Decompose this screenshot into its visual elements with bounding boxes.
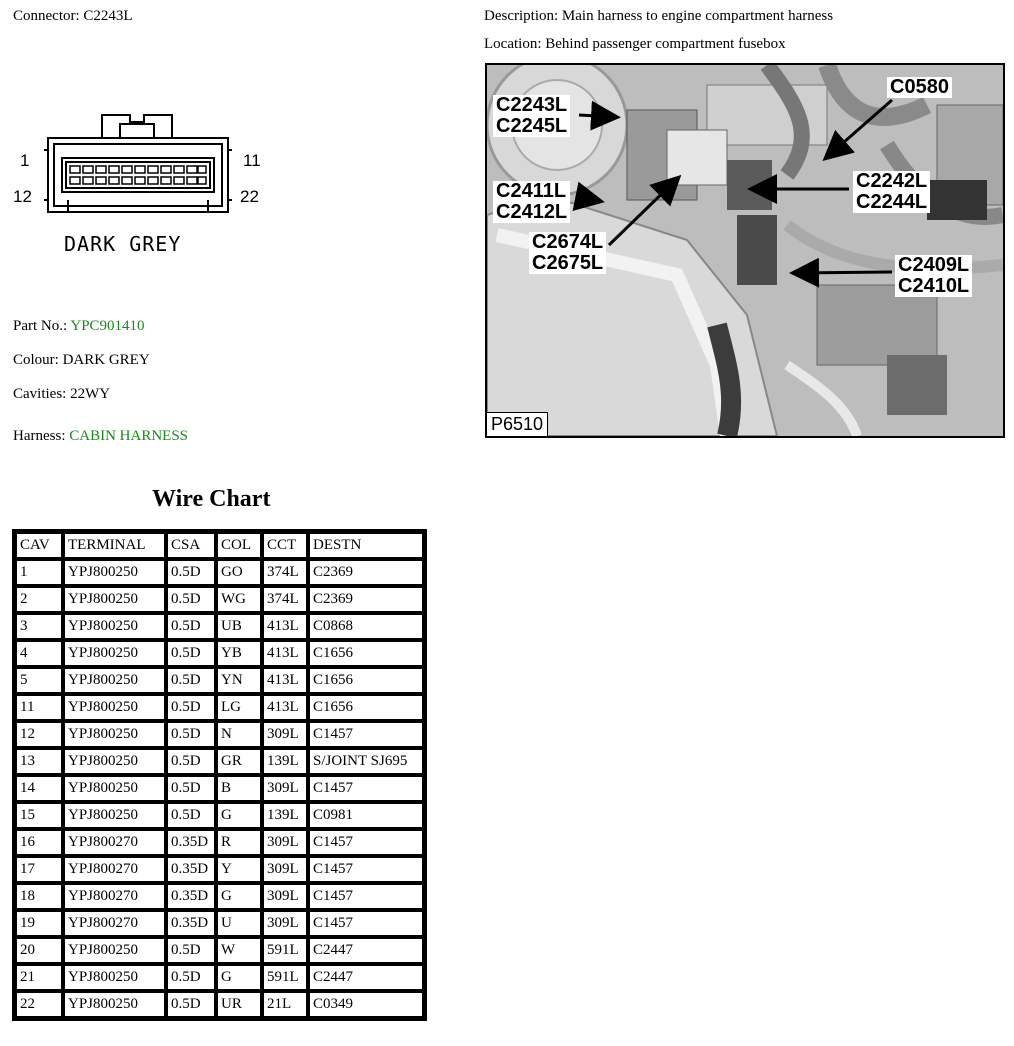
cell-col: GR — [216, 748, 262, 775]
cell-col: WG — [216, 586, 262, 613]
cell-col: G — [216, 964, 262, 991]
wire-chart-body — [15, 559, 424, 1018]
callout-c2242l-group — [853, 171, 930, 213]
cell-col: G — [216, 883, 262, 910]
cell-col: YN — [216, 667, 262, 694]
cavities-line — [13, 386, 110, 403]
cell-destn: C0981 — [308, 802, 424, 829]
table-row — [15, 586, 424, 613]
table-row — [15, 694, 424, 721]
table-row — [15, 883, 424, 910]
cell-col: LG — [216, 694, 262, 721]
cell-cct: 374L — [262, 559, 308, 586]
part-no-line — [13, 318, 145, 335]
description-line — [484, 8, 833, 25]
cell-col: U — [216, 910, 262, 937]
cell-terminal: YPJ800250 — [63, 613, 166, 640]
location-label: Location: — [484, 36, 542, 52]
cell-cav: 1 — [15, 559, 63, 586]
cell-csa: 0.5D — [166, 667, 216, 694]
cell-cav: 3 — [15, 613, 63, 640]
table-row — [15, 748, 424, 775]
cell-col: N — [216, 721, 262, 748]
connector-label: Connector: — [13, 8, 80, 24]
harness-link[interactable]: CABIN HARNESS — [69, 428, 189, 444]
cell-terminal: YPJ800250 — [63, 694, 166, 721]
cell-destn: C1457 — [308, 910, 424, 937]
location-line — [484, 36, 786, 53]
cell-destn: C1457 — [308, 829, 424, 856]
cell-csa: 0.5D — [166, 640, 216, 667]
cell-csa: 0.5D — [166, 937, 216, 964]
cell-cct: 413L — [262, 613, 308, 640]
cell-csa: 0.5D — [166, 613, 216, 640]
description-value: Main harness to engine compartment harness — [561, 8, 834, 24]
cell-cct: 309L — [262, 910, 308, 937]
callout-c2244l: C2244L — [856, 191, 928, 213]
cell-terminal: YPJ800250 — [63, 937, 166, 964]
cell-destn: S/JOINT SJ695 — [308, 748, 424, 775]
cell-cav: 14 — [15, 775, 63, 802]
cell-cct: 591L — [262, 937, 308, 964]
harness-label: Harness: — [13, 428, 66, 444]
cell-col: Y — [216, 856, 262, 883]
cell-terminal: YPJ800250 — [63, 991, 166, 1018]
header-terminal: TERMINAL — [63, 532, 166, 559]
cell-col: G — [216, 802, 262, 829]
cell-cct: 139L — [262, 802, 308, 829]
table-row — [15, 802, 424, 829]
connector-id: C2243L — [83, 8, 133, 24]
callout-c2409l-group — [895, 255, 972, 297]
cell-csa: 0.35D — [166, 829, 216, 856]
cell-cav: 16 — [15, 829, 63, 856]
cell-csa: 0.5D — [166, 775, 216, 802]
callout-c2412l: C2412L — [496, 201, 568, 223]
table-row — [15, 640, 424, 667]
cell-cav: 12 — [15, 721, 63, 748]
cell-cav: 17 — [15, 856, 63, 883]
table-row — [15, 613, 424, 640]
cell-cct: 309L — [262, 829, 308, 856]
colour-label: Colour: — [13, 352, 59, 368]
cell-cav: 15 — [15, 802, 63, 829]
table-row — [15, 910, 424, 937]
callout-c2242l: C2242L — [856, 170, 928, 192]
cell-cct: 139L — [262, 748, 308, 775]
cell-destn: C1656 — [308, 667, 424, 694]
cell-csa: 0.5D — [166, 991, 216, 1018]
callout-c2243l: C2243L — [496, 94, 568, 116]
table-row — [15, 667, 424, 694]
cell-terminal: YPJ800250 — [63, 721, 166, 748]
cell-csa: 0.5D — [166, 802, 216, 829]
cell-csa: 0.5D — [166, 721, 216, 748]
cell-cav: 18 — [15, 883, 63, 910]
pin-label-22: 22 — [240, 187, 259, 206]
pin-label-1: 1 — [20, 151, 30, 170]
callout-c2674l: C2674L — [532, 231, 604, 253]
cell-terminal: YPJ800250 — [63, 748, 166, 775]
callout-c2411l: C2411L — [496, 180, 567, 202]
header-destn: DESTN — [308, 532, 424, 559]
cell-cav: 11 — [15, 694, 63, 721]
cell-col: UR — [216, 991, 262, 1018]
part-no-label: Part No.: — [13, 318, 68, 334]
callout-c2245l: C2245L — [496, 115, 568, 137]
callout-c2411l-group — [493, 181, 570, 223]
cell-cav: 5 — [15, 667, 63, 694]
header-col: COL — [216, 532, 262, 559]
table-row — [15, 991, 424, 1018]
header-cav: CAV — [15, 532, 63, 559]
cell-cav: 22 — [15, 991, 63, 1018]
wire-chart-header-row — [15, 532, 424, 559]
cell-terminal: YPJ800270 — [63, 856, 166, 883]
table-row — [15, 775, 424, 802]
callout-c2410l: C2410L — [898, 275, 970, 297]
table-row — [15, 856, 424, 883]
cell-terminal: YPJ800270 — [63, 829, 166, 856]
cell-col: UB — [216, 613, 262, 640]
cell-cct: 413L — [262, 694, 308, 721]
cell-col: W — [216, 937, 262, 964]
cell-destn: C1457 — [308, 775, 424, 802]
connector-color-label: DARK GREY — [64, 232, 182, 256]
connector-face-diagram — [40, 110, 240, 230]
cell-csa: 0.35D — [166, 883, 216, 910]
callout-c2243l-group — [493, 95, 570, 137]
harness-line — [13, 428, 188, 445]
cell-destn: C1457 — [308, 721, 424, 748]
cell-csa: 0.5D — [166, 694, 216, 721]
cell-csa: 0.5D — [166, 964, 216, 991]
table-row — [15, 721, 424, 748]
cell-destn: C2369 — [308, 559, 424, 586]
cell-destn: C0868 — [308, 613, 424, 640]
cell-cav: 20 — [15, 937, 63, 964]
cell-csa: 0.35D — [166, 856, 216, 883]
cell-terminal: YPJ800250 — [63, 586, 166, 613]
colour-line — [13, 352, 150, 369]
cell-csa: 0.5D — [166, 586, 216, 613]
cell-cct: 591L — [262, 964, 308, 991]
cell-cct: 309L — [262, 856, 308, 883]
wire-chart-title: Wire Chart — [152, 486, 271, 512]
part-no-link[interactable]: YPC901410 — [70, 318, 145, 334]
cell-cav: 19 — [15, 910, 63, 937]
cell-cav: 21 — [15, 964, 63, 991]
cell-destn: C1457 — [308, 883, 424, 910]
cell-cct: 413L — [262, 667, 308, 694]
table-row — [15, 937, 424, 964]
pin-label-11: 11 — [243, 151, 261, 170]
cell-destn: C1656 — [308, 640, 424, 667]
cell-destn: C0349 — [308, 991, 424, 1018]
cell-terminal: YPJ800270 — [63, 910, 166, 937]
table-row — [15, 559, 424, 586]
cell-destn: C2447 — [308, 964, 424, 991]
cell-terminal: YPJ800250 — [63, 775, 166, 802]
cell-col: B — [216, 775, 262, 802]
connector-heading — [13, 8, 133, 25]
cell-cct: 413L — [262, 640, 308, 667]
cell-csa: 0.35D — [166, 910, 216, 937]
cell-cav: 4 — [15, 640, 63, 667]
header-csa: CSA — [166, 532, 216, 559]
cell-csa: 0.5D — [166, 748, 216, 775]
cavities-label: Cavities: — [13, 386, 67, 402]
cell-cav: 2 — [15, 586, 63, 613]
cell-csa: 0.5D — [166, 559, 216, 586]
cell-terminal: YPJ800250 — [63, 559, 166, 586]
cell-destn: C2447 — [308, 937, 424, 964]
table-row — [15, 829, 424, 856]
cell-destn: C1457 — [308, 856, 424, 883]
callout-c2675l: C2675L — [532, 252, 604, 274]
colour-value: DARK GREY — [62, 352, 150, 368]
callout-c2409l: C2409L — [898, 254, 970, 276]
cell-col: YB — [216, 640, 262, 667]
cell-terminal: YPJ800250 — [63, 802, 166, 829]
cavities-value: 22WY — [70, 386, 111, 402]
cell-destn: C2369 — [308, 586, 424, 613]
cell-terminal: YPJ800250 — [63, 640, 166, 667]
description-label: Description: — [484, 8, 559, 24]
cell-col: R — [216, 829, 262, 856]
callout-c0580: C0580 — [887, 77, 952, 98]
table-row — [15, 964, 424, 991]
cell-cct: 374L — [262, 586, 308, 613]
cell-terminal: YPJ800250 — [63, 964, 166, 991]
location-photo — [485, 63, 1005, 438]
cell-col: GO — [216, 559, 262, 586]
cell-cav: 13 — [15, 748, 63, 775]
callout-c2674l-group — [529, 232, 606, 274]
wire-chart-table — [12, 529, 427, 1021]
pin-label-12: 12 — [13, 187, 32, 206]
cell-terminal: YPJ800270 — [63, 883, 166, 910]
cell-cct: 21L — [262, 991, 308, 1018]
cell-cct: 309L — [262, 775, 308, 802]
header-cct: CCT — [262, 532, 308, 559]
cell-cct: 309L — [262, 883, 308, 910]
cell-destn: C1656 — [308, 694, 424, 721]
location-value: Behind passenger compartment fusebox — [545, 36, 786, 52]
cell-cct: 309L — [262, 721, 308, 748]
cell-terminal: YPJ800250 — [63, 667, 166, 694]
photo-id-label: P6510 — [487, 412, 548, 436]
